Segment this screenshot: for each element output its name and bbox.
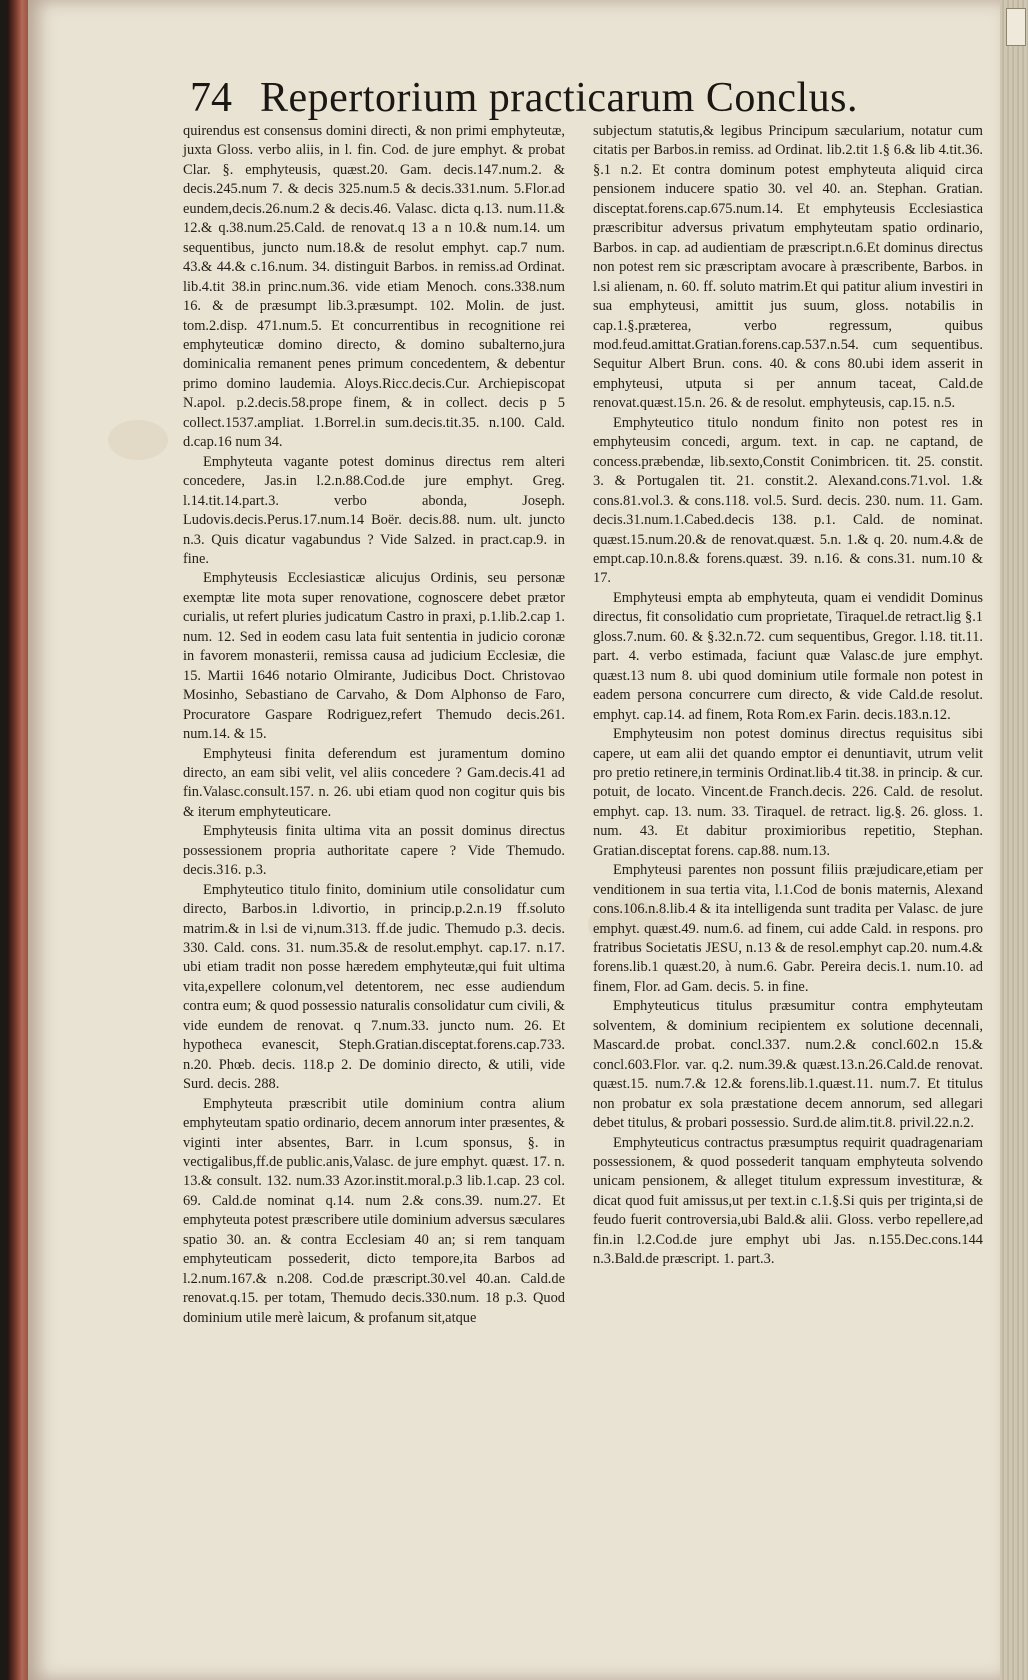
page-edges [1000, 0, 1028, 1680]
paragraph: Emphyteuticus contractus præsumptus requirit quadragenariam possessionem, & quod possederit tanquam emphyteuta solvendo unicam pensionem, & alleget titulum expressum investituræ, & dicat quod fuit amissus,ut per text.in c.1.§.Si quis per triginta,si de feudo fuerit controversia,ubi Bald.& alii. Gloss. verbo repellere,ad fin.in l.2.Cod.de jure emphyt ubi Jas. n.155.Dec.cons.144 n.3.Bald.de præscript. 1. part.3. [593, 1134, 983, 1268]
paragraph: Emphyteusis finita ultima vita an possit dominus directus possessionem propria authoritate capere ? Vide Themudo. decis.316. p.3. [183, 823, 565, 879]
left-column [183, 122, 565, 1328]
paragraph: Emphyteuta præscribit utile dominium contra alium emphyteutam spatio ordinario, decem annorum inter præsentes, & viginti inter absentes, Barr. in l.cum sponsus, §. in vectigalibus,ff.de public.anis,Valasc. de jure emphyt. quæst. 17. n. 13.& consult. 132. num.33 Azor.instit.moral.p.3 lib.1.cap. 23 col. 69. Cald.de nominat q.14. num 2.& cons.39. num.27. Et emphyteuta potest præscribere utile dominium adversus sæculares spatio 30. an. & contra Ecclesiam 40 an; si rem tanquam emphyteuticam possederit, dicto tempore,ita Barbos ad l.2.num.167.& n.208. Cod.de præscript.30.vel 40.an. Cald.de renovat.q.15. per totam, Themudo decis.330.num. 18 p.3. Quod dominium utile merè laicum, & profanum sit,atque [183, 1095, 565, 1326]
page-corner [1006, 8, 1026, 46]
paragraph: Emphyteusi parentes non possunt filiis præjudicare,etiam per venditionem in sua tertia vita, l.1.Cod de bonis maternis, Alexand cons.106.n.8.lib.4 & ita intelligenda sunt tradita per Valasc. de jure emphyt. quæst.49. num.6. ad finem, cui adde Cald. in respons. pro fratribus Societatis JESU, n.13 & de resol.emphyt cap.20. num.4.& forens.lib.1 quæst.20, à num.6. Gabr. Pereira decis.1. num.10. ad finem, Flor. ad Gam. decis. 5. in fine. [593, 862, 983, 995]
paragraph: Emphyteusim non potest dominus directus requisitus sibi capere, ut eam alii det quando emptor ei denuntiavit, utrum velit pro pretio retinere,in terminis Ordinat.lib.4 tit.38. in princip. & cur. potuit, de locato. Vincent.de Franch.decis. 226. Cald. de resolut. emphyt. cap. 13. num. 33. Tiraquel. de retract. lig.§. 26. gloss. 1. num. 43. Et dabitur proximioribus repetitio, Stephan. Gratian.disceptat forens. cap.88. num.13. [593, 726, 983, 859]
running-header [190, 74, 890, 122]
right-column [593, 122, 983, 1270]
book-gutter [8, 0, 28, 1680]
running-title: Repertorium practicarum Conclus. [260, 75, 858, 121]
paragraph: Emphyteusis Ecclesiasticæ alicujus Ordinis, seu personæ exemptæ lite mota super renovatione, cognoscere debet prætor curialis, ut refert pluries judicatum Castro in praxi, p.1.lib.2.cap 1. num. 12. Sed in eodem casu lata fuit sententia in judicio coronæ in favorem monasterii, remissa causa ad judicium Ecclesiæ, die 15. Martii 1646 notario Olmirante, Judicibus Doct. Christovao Mosinho, Sebastiano de Carvaho, & Dom Alphonso de Faro, Procuratore Gaspare Rodriguez,refert Themudo decis.261. num.14. & 15. [183, 570, 565, 743]
paragraph: Emphyteutico titulo nondum finito non potest res in emphyteusim concedi, argum. text. in cap. ne captand, de concess.præbendæ, lib.sexto,Constit Conimbricen. tit. 25. constit. 3. & Portugalen tit. 21. constit.2. Alexand.cons.71.vol. 1.& cons.81.vol.3. & cons.118. vol.5. Surd. decis. 230. num. 11. Gam. decis.31.num.1.Cabed.decis 138. p.1. Cald. de nominat. quæst.15.num.20.& de renovat.quæst. 5.n. 1.& q. 20. num.4.& de empt.cap.10.n.8.& forens.quæst. 39. n.16. & cons.31. num.10 & 17. [593, 414, 983, 587]
paragraph: Emphyteuta vagante potest dominus directus rem alteri concedere, Jas.in l.2.n.88.Cod.de jure emphyt. Greg. l.14.tit.14.part.3. verbo abonda, Joseph. Ludovis.decis.Perus.17.num.14 Boër. decis.88. num. ult. juncto n.3. Quis dicatur vagabundus ? Vide Salzed. in pract.cap.9. in fine. [183, 453, 565, 567]
paragraph: subjectum statutis,& legibus Principum sæcularium, notatur cum citatis per Barbos.in remiss. ad Ordinat. lib.2.tit 1.§ 6.& lib 4.tit.36. §.1 n.2. Et contra dominum potest emphyteuta aliquid circa pensionem inducere spatio 30. vel 40. an. Stephan. Gratian. disceptat.forens.cap.675.num.14. Et emphyteusis Ecclesiastica præscribitur adversus privatum emphyteutam spatio ordinario, Barbos. in cap. ad audientiam de præscript.n.6.Et dominus directus non potest rem sic præscriptam avocare à præscribente, Barbos. in l.si alienam, n. 60. ff. soluto matrim.Et qui patitur alium investiri in sua emphyteusi, amittit jus suum, gloss. notabilis in cap.1.§.præterea, verbo regressum, quibus mod.feud.amittat.Gratian.forens.cap.537.n.54. cum sequentibus. Sequitur Albert Brun. cons. 40. & cons 80.ubi idem asserit in emphyteusi, utputa si per annum taceat, Cald.de renovat.quæst.15.n. 26. & de resolut. emphyteusis, cap.15. n.5. [593, 123, 983, 412]
paragraph: Emphyteutico titulo finito, dominium utile consolidatur cum directo, Barbos.in l.divortio, in princip.p.2.n.19 ff.soluto matrim.& in l.si de vi,num.313. ff.de judic. Themudo p.3. decis. 330. Cald. cons. 31. num.35.& de resolut.emphyt. cap.17. n.17. ubi etiam tradit non posse hæredem emphyteutæ,qui fuit ultima vita,expellere colonum,vel detentorem, nec esse audiendum contra eum; & quod possessio naturalis consolidatur cum civili, & vide eundem de renovat. q 7.num.33. juncto num. 26. Et hypotheca evanescit, Steph.Gratian.disceptat.forens.cap.733. n.20. Phœb. decis. 118.p 2. De dominio directo, & utili, vide Surd. decis. 288. [183, 881, 565, 1093]
paper-stain [108, 420, 168, 460]
paragraph: Emphyteuticus titulus præsumitur contra emphyteutam solventem, & dominium recipientem ex solutione decennali, Mascard.de probat. concl.337. num.2.& concl.602.n 15.& concl.603.Flor. var. q.2. num.39.& quæst.13.n.26.Cald.de renovat. quæst.15. num.7.& 12.& forens.lib.1.quæst.11. num.7. Et titulus non probatur ex sola præstatione decem annorum, sed allegari debet titulus, & probari possessio. Surd.de alim.tit.8. privil.22.n.2. [593, 998, 983, 1132]
page-number: 74 [190, 75, 232, 121]
paragraph: Emphyteusi finita deferendum est juramentum domino directo, an eam sibi velit, vel aliis concedere ? Gam.decis.41 ad fin.Valasc.consult.157. n. 26. ubi etiam quod non cogitur quis bis & iterum emphyteuticare. [183, 745, 565, 820]
paragraph: Emphyteusi empta ab emphyteuta, quam ei vendidit Dominus directus, fit consolidatio cum proprietate, Tiraquel.de retract.lig §.1 gloss.7.num. 60. & §.32.n.72. cum sequentibus, Gregor. l.18. tit.11. part. 4. verbo estimada, faciunt quæ Valasc.de jure emphyt. quæst.13 num 8. ubi quod dominium utile formale non potest in eadem persona concurrere cum directo, & vide Cald.de resolut. emphyt. cap.14. ad finem, Rota Rom.ex Farin. decis.183.n.12. [593, 589, 983, 723]
paragraph: quirendus est consensus domini directi, & non primi emphyteutæ, juxta Gloss. verbo aliis, in l. fin. Cod. de jure emphyt. & probat Clar. §. emphyteusis, quæst.20. Gam. decis.147.num.2. & decis.245.num 7. & decis 325.num.5 & decis.331.num. 5.Flor.ad eundem,decis.26.num.2 & decis.46. Valasc. dicta q.13. num.11.& 12.& q.38.num.25.Cald. de renovat.q 13 a n 10.& num.14. um sequentibus, juncto num.18.& de resolut emphyt. cap.7 num. 43.& 44.& c.16.num. 34. distinguit Barbos. in remiss.ad Ordinat. lib.4.tit 38.in princ.num.36. vide etiam Menoch. cons.338.num 16. & de præsumpt lib.3.præsumpt. 102. Molin. de just. tom.2.disp. 471.num.5. Et concurrentibus in recognitione rei emphyteuticæ domino directo, & domino subalterno,jura dominicalia remanent penes primum concedentem, & debentur primo domino laudemia. Aloys.Ricc.decis.Cur. Archiepiscopat N.apol. p.2.decis.58.prope finem, & in collect. decis p 5 collect.1537.ampliat. 1.Borrel.in sum.decis.tit.35. n.100. Cald. d.cap.16 num 34. [183, 123, 565, 451]
